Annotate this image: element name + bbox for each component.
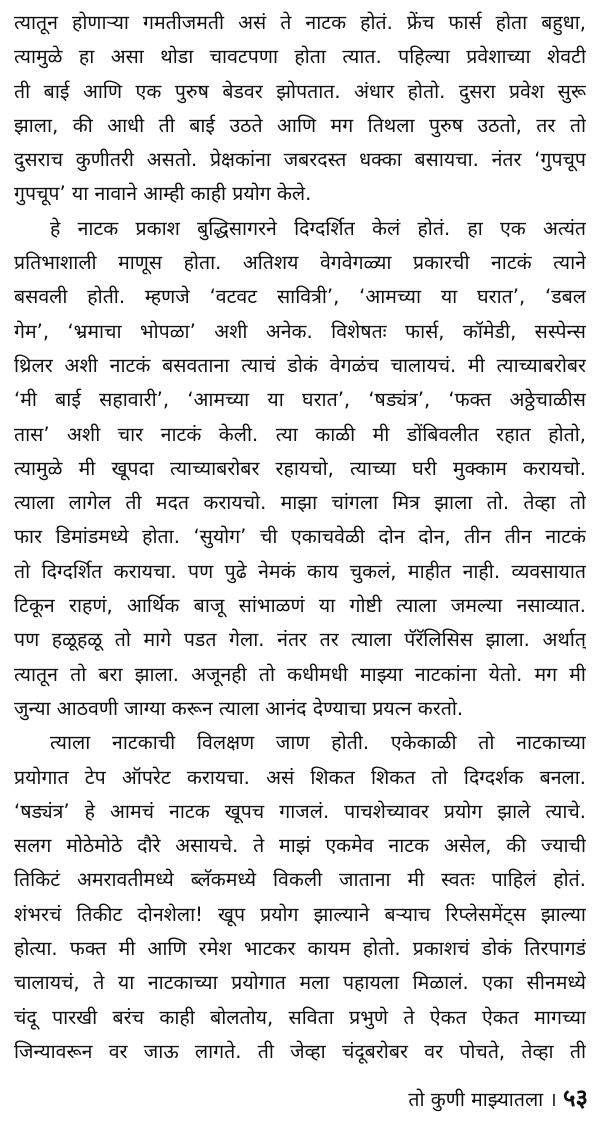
- text-line: ती बाई आणि एक पुरुष बेडवर झोपतात. अंधार होतो. दुसरा प्रवेश सुरू: [14, 79, 586, 103]
- text-line: तिकिटं अमरावतीमध्ये ब्लॅकमध्ये विकली जाताना मी स्वतः पाहिलं होतं.: [14, 868, 586, 892]
- text-line: ‘मी बाई सहावारी’, ‘आमच्या या घरात’, ‘षड्यंत्र’, ‘फक्त अठ्ठेचाळीस: [14, 388, 586, 412]
- text-line: शंभरचं तिकीट दोनशेला! खूप प्रयोग झाल्याने बऱ्याच रिप्लेसमेंट्स झाल्या: [14, 902, 586, 926]
- text-line: थ्रिलर अशी नाटकं बसवताना त्याचं डोकं वेगळंच चालायचं. मी त्याच्याबरोबर: [14, 353, 586, 377]
- text-line: ‘षड्यंत्र’ हे आमचं नाटक खूपच गाजलं. पाचशेच्यावर प्रयोग झाले त्याचे.: [14, 799, 586, 823]
- paragraph-3: [14, 726, 586, 1069]
- text-line: जिन्यावरून वर जाऊ लागते. ती जेव्हा चंदूबरोबर वर पोचते, तेव्हा ती: [14, 1039, 586, 1063]
- text-line: चंदू पारखी बरंच काही बोलतोय, सविता प्रभुणे ते ऐकत ऐकत मागच्या: [14, 1005, 586, 1029]
- running-title: तो कुणी माझ्यातला ।: [408, 1088, 557, 1111]
- text-line: बसवली होती. म्हणजे ‘वटवट सावित्री’, ‘आमच्या या घरात’, ‘डबल: [14, 285, 586, 309]
- paragraph-2: [14, 212, 586, 726]
- text-line: प्रयोगात टेप ऑपरेट करायचा. असं शिकत शिकत तो दिग्दर्शक बनला.: [14, 765, 586, 789]
- text-line: त्याला नाटकाची विलक्षण जाण होती. एकेकाळी तो नाटकाच्या: [50, 731, 586, 755]
- text-line: झाला, की आधी ती बाई उठते आणि मग तिथला पुरुष उठतो, तर तो: [14, 113, 586, 137]
- text-line: सलग मोठेमोठे दौरे असायचे. ते माझं एकमेव नाटक असेल, की ज्याची: [14, 834, 586, 858]
- text-line: तो दिग्दर्शित करायचा. पण पुढे नेमकं काय चुकलं, माहीत नाही. व्यवसायात: [14, 559, 586, 583]
- body-text: [14, 6, 586, 1069]
- text-line: हे नाटक प्रकाश बुद्धिसागरने दिग्दर्शित केलं होतं. हा एक अत्यंत: [50, 216, 586, 240]
- text-line: त्यामुळे हा असा थोडा चावटपणा होता त्यात. पहिल्या प्रवेशाच्या शेवटी: [14, 45, 586, 69]
- text-line: त्यामुळे मी खूपदा त्याच्याबरोबर रहायचो, त्याच्या घरी मुक्काम करायचो.: [14, 456, 586, 480]
- text-line: प्रतिभाशाली माणूस होता. अतिशय वेगवेगळ्या प्रकारची नाटकं त्याने: [14, 251, 586, 275]
- text-line: चालायचं, ते या नाटकाच्या प्रयोगात मला पहायला मिळालं. एका सीनमध्ये: [14, 971, 586, 995]
- text-line: दुसराच कुणीतरी असतो. प्रेक्षकांना जबरदस्त धक्का बसायचा. नंतर ‘गुपचूप: [14, 148, 586, 172]
- text-line: होत्या. फक्त मी आणि रमेश भाटकर कायम होतो. प्रकाशचं डोकं तिरपागडं: [14, 937, 586, 961]
- text-line: त्यातून तो बरा झाला. अजूनही तो कधीमधी माझ्या नाटकांना येतो. मग मी: [14, 662, 586, 686]
- text-line: तास’ अशी चार नाटकं केली. त्या काळी मी डोंबिवलीत रहात होतो,: [14, 422, 586, 446]
- page-footer: [408, 1081, 588, 1117]
- text-line: त्यातून होणाऱ्या गमतीजमती असं ते नाटक होतं. फ्रेंच फार्स होता बहुधा,: [14, 11, 586, 34]
- paragraph-1: [14, 6, 586, 212]
- text-line: गेम’, ‘भ्रमाचा भोपळा’ अशी अनेक. विशेषतः फार्स, कॉमेडी, सस्पेन्स: [14, 319, 586, 343]
- text-line: टिकून राहणं, आर्थिक बाजू सांभाळणं या गोष्टी त्याला जमल्या नसाव्यात.: [14, 594, 586, 618]
- text-line: जुन्या आठवणी जाग्या करून त्याला आनंद देण्याचा प्रयत्न करतो.: [14, 696, 464, 720]
- text-line: त्याला लागेल ती मदत करायचो. माझा चांगला मित्र झाला तो. तेव्हा तो: [14, 491, 586, 515]
- text-line: गुपचूप’ या नावाने आम्ही काही प्रयोग केले.: [14, 182, 312, 206]
- text-line: पण हळूहळू तो मागे पडत गेला. नंतर तर त्याला पॅरॅलिसिस झाला. अर्थात्: [14, 628, 586, 652]
- text-line: फार डिमांडमध्ये होता. ‘सुयोग’ ची एकाचवेळी दोन दोन, तीन तीन नाटकं: [14, 525, 586, 549]
- page-number: ५३: [563, 1084, 588, 1112]
